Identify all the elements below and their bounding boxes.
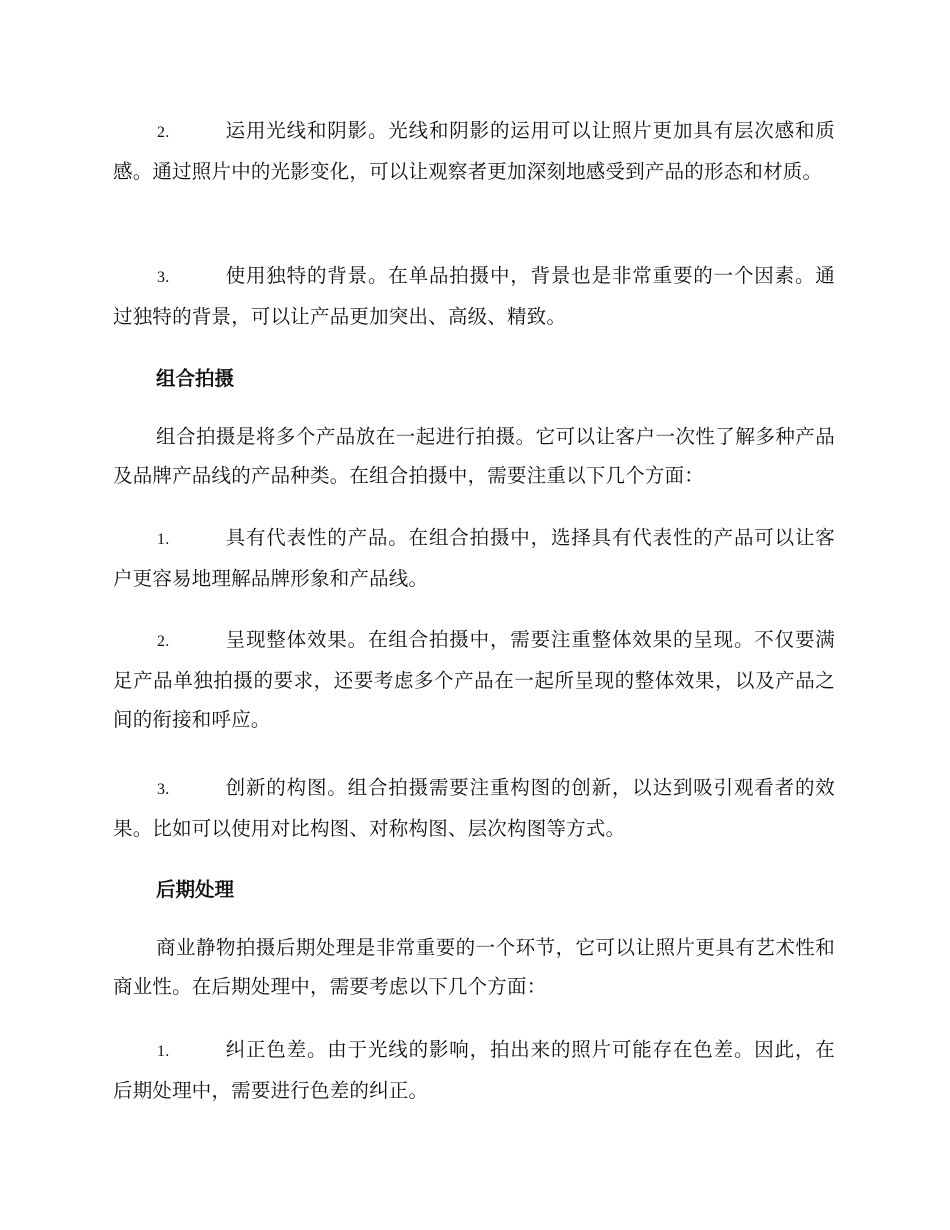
paragraph: 商业静物拍摄后期处理是非常重要的一个环节，它可以让照片更具有艺术性和商业性。在后期处理中，需要考虑以下几个方面： — [113, 936, 835, 998]
list-item — [113, 518, 835, 598]
section-heading: 组合拍摄 — [156, 367, 235, 390]
list-item — [113, 111, 835, 191]
list-item-number: 2. — [157, 633, 170, 650]
list-item — [113, 1030, 835, 1110]
list-item-text: 使用独特的背景。在单品拍摄中，背景也是非常重要的一个因素。通过独特的背景，可以让产品更加突出、高级、精致。 — [113, 264, 835, 328]
list-item-number: 1. — [157, 531, 170, 548]
list-item-number: 3. — [157, 781, 170, 798]
list-item — [113, 620, 835, 739]
list-item — [113, 256, 835, 336]
list-item-number: 2. — [157, 124, 170, 141]
list-item-text: 纠正色差。由于光线的影响，拍出来的照片可能存在色差。因此，在后期处理中，需要进行色差的纠正。 — [113, 1038, 835, 1102]
list-item-text: 运用光线和阴影。光线和阴影的运用可以让照片更加具有层次感和质感。通过照片中的光影变化，可以让观察者更加深刻地感受到产品的形态和材质。 — [113, 119, 835, 183]
list-item-text: 创新的构图。组合拍摄需要注重构图的创新，以达到吸引观看者的效果。比如可以使用对比构图、对称构图、层次构图等方式。 — [113, 776, 835, 840]
list-item-number: 3. — [157, 269, 170, 286]
list-item-text: 具有代表性的产品。在组合拍摄中，选择具有代表性的产品可以让客户更容易地理解品牌形象和产品线。 — [113, 526, 835, 590]
paragraph: 组合拍摄是将多个产品放在一起进行拍摄。它可以让客户一次性了解多种产品及品牌产品线的产品种类。在组合拍摄中，需要注重以下几个方面： — [113, 425, 835, 487]
section-heading: 后期处理 — [156, 878, 235, 901]
list-item-text: 呈现整体效果。在组合拍摄中，需要注重整体效果的呈现。不仅要满足产品单独拍摄的要求，还要考虑多个产品在一起所呈现的整体效果，以及产品之间的衔接和呼应。 — [113, 628, 835, 731]
list-item-number: 1. — [157, 1043, 170, 1060]
list-item — [113, 768, 835, 848]
